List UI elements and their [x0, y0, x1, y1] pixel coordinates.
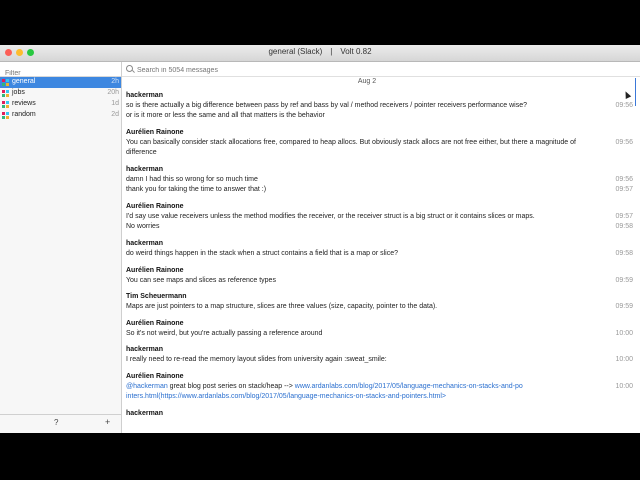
message-group — [126, 265, 636, 286]
message-line — [126, 355, 636, 365]
message-group — [126, 164, 636, 195]
filter-box — [0, 62, 121, 77]
channel-list — [0, 77, 121, 121]
channel-name: jobs — [12, 89, 25, 96]
message-author: hackerman — [126, 240, 163, 247]
message-text: thank you for taking the time to answer that :) — [126, 186, 267, 193]
app-title: general (Slack) — [268, 47, 323, 56]
channel-item-jobs[interactable] — [0, 88, 121, 99]
message-line — [126, 329, 636, 339]
slack-icon — [2, 112, 9, 119]
message-group — [126, 291, 636, 312]
message-group — [126, 318, 636, 339]
message-group — [126, 201, 636, 232]
search-icon — [126, 65, 133, 72]
message-line — [126, 382, 636, 392]
message-time: 09:56 — [615, 139, 633, 146]
search-bar — [122, 62, 640, 77]
sidebar — [0, 62, 122, 433]
message-time: 10:00 — [615, 383, 633, 390]
channel-name: general — [12, 78, 36, 85]
message-text: You can basically consider stack allocations free, compared to heap allocs. But obviously stack allocs are not free either, but there a magnitude of difference — [126, 139, 576, 156]
message-line — [126, 249, 636, 259]
channel-age: 20h — [107, 89, 119, 96]
message-author: hackerman — [126, 410, 163, 417]
message-line — [126, 185, 636, 195]
app-window — [0, 45, 640, 433]
message-author: Aurélien Rainone — [126, 267, 184, 274]
message-text: So it's not weird, but you're actually passing a reference around — [126, 330, 323, 337]
slack-icon — [2, 101, 9, 108]
message-line — [126, 392, 636, 402]
title-bar — [0, 45, 640, 62]
message-time: 09:59 — [615, 277, 633, 284]
message-time: 09:56 — [615, 102, 633, 109]
message-author: Aurélien Rainone — [126, 129, 184, 136]
message-group — [126, 238, 636, 259]
message-time: 09:56 — [615, 176, 633, 183]
message-line — [126, 111, 636, 121]
message-line — [126, 138, 636, 158]
message-line — [126, 175, 636, 185]
message-time: 09:58 — [615, 223, 633, 230]
message-time: 09:59 — [615, 303, 633, 310]
search-input[interactable] — [135, 63, 619, 77]
message-author: Aurélien Rainone — [126, 373, 184, 380]
message-author: hackerman — [126, 166, 163, 173]
message-text: No worries — [126, 223, 160, 230]
date-separator: Aug 2 — [357, 78, 377, 85]
message-author: Aurélien Rainone — [126, 203, 184, 210]
sidebar-footer — [0, 414, 121, 433]
message-group — [126, 371, 636, 402]
message-text: damn I had this so wrong for so much time — [126, 176, 258, 183]
message-pane — [122, 62, 640, 433]
message-text: do weird things happen in the stack when a struct contains a field that is a map or slice? — [126, 250, 398, 257]
slack-icon — [2, 90, 9, 97]
message-time: 09:58 — [615, 250, 633, 257]
message-line — [126, 101, 636, 111]
message-link[interactable]: inters.html(https://www.ardanlabs.com/blog/2017/05/language-mechanics-on-stacks-and-pointers.html> — [126, 393, 447, 400]
message-group — [126, 127, 636, 158]
message-author: Tim Scheuermann — [126, 293, 187, 300]
channel-name: random — [12, 111, 36, 118]
message-text: Maps are just pointers to a map structure, slices are three values (size, capacity, pointer to the data). — [126, 303, 438, 310]
message-author: hackerman — [126, 92, 163, 99]
channel-name: reviews — [12, 100, 36, 107]
channel-item-random[interactable] — [0, 110, 121, 121]
channel-age: 1d — [111, 100, 119, 107]
channel-item-reviews[interactable] — [0, 99, 121, 110]
message-time: 09:57 — [615, 186, 633, 193]
add-channel-button[interactable]: + — [105, 417, 111, 427]
help-button[interactable]: ? — [54, 418, 59, 427]
channel-age: 2h — [111, 78, 119, 85]
message-line — [126, 276, 636, 286]
app-version: Volt 0.82 — [340, 47, 372, 56]
message-time: 10:00 — [615, 356, 633, 363]
message-line — [126, 302, 636, 312]
slack-icon — [2, 79, 9, 86]
channel-item-general[interactable] — [0, 77, 121, 88]
user-mention[interactable]: @hackerman — [126, 383, 168, 390]
message-line — [126, 222, 636, 232]
message-text: or is it more or less the same and all that matters is the behavior — [126, 112, 325, 119]
message-link[interactable]: www.ardanlabs.com/blog/2017/05/language-mechanics-on-stacks-and-po — [294, 383, 523, 390]
message-line — [126, 212, 636, 222]
message-text: great blog post series on stack/heap --> — [167, 383, 295, 390]
message-group — [126, 344, 636, 365]
message-text: so is there actually a big difference between pass by ref and bass by val / method receivers / pointer receivers performance wise? — [126, 102, 528, 109]
message-time: 09:57 — [615, 213, 633, 220]
message-author: hackerman — [126, 346, 163, 353]
message-group — [126, 408, 636, 419]
window-title — [0, 47, 640, 56]
message-time: 10:00 — [615, 330, 633, 337]
message-group — [126, 90, 636, 121]
message-text: You can see maps and slices as reference types — [126, 277, 276, 284]
message-text: I'd say use value receivers unless the method modifies the receiver, or the receiver struct is a big struct or it contains slices or maps. — [126, 213, 535, 220]
title-separator: | — [330, 47, 333, 56]
channel-age: 2d — [111, 111, 119, 118]
message-author: Aurélien Rainone — [126, 320, 184, 327]
message-text: I really need to re-read the memory layout slides from university again :sweat_smile: — [126, 356, 387, 363]
